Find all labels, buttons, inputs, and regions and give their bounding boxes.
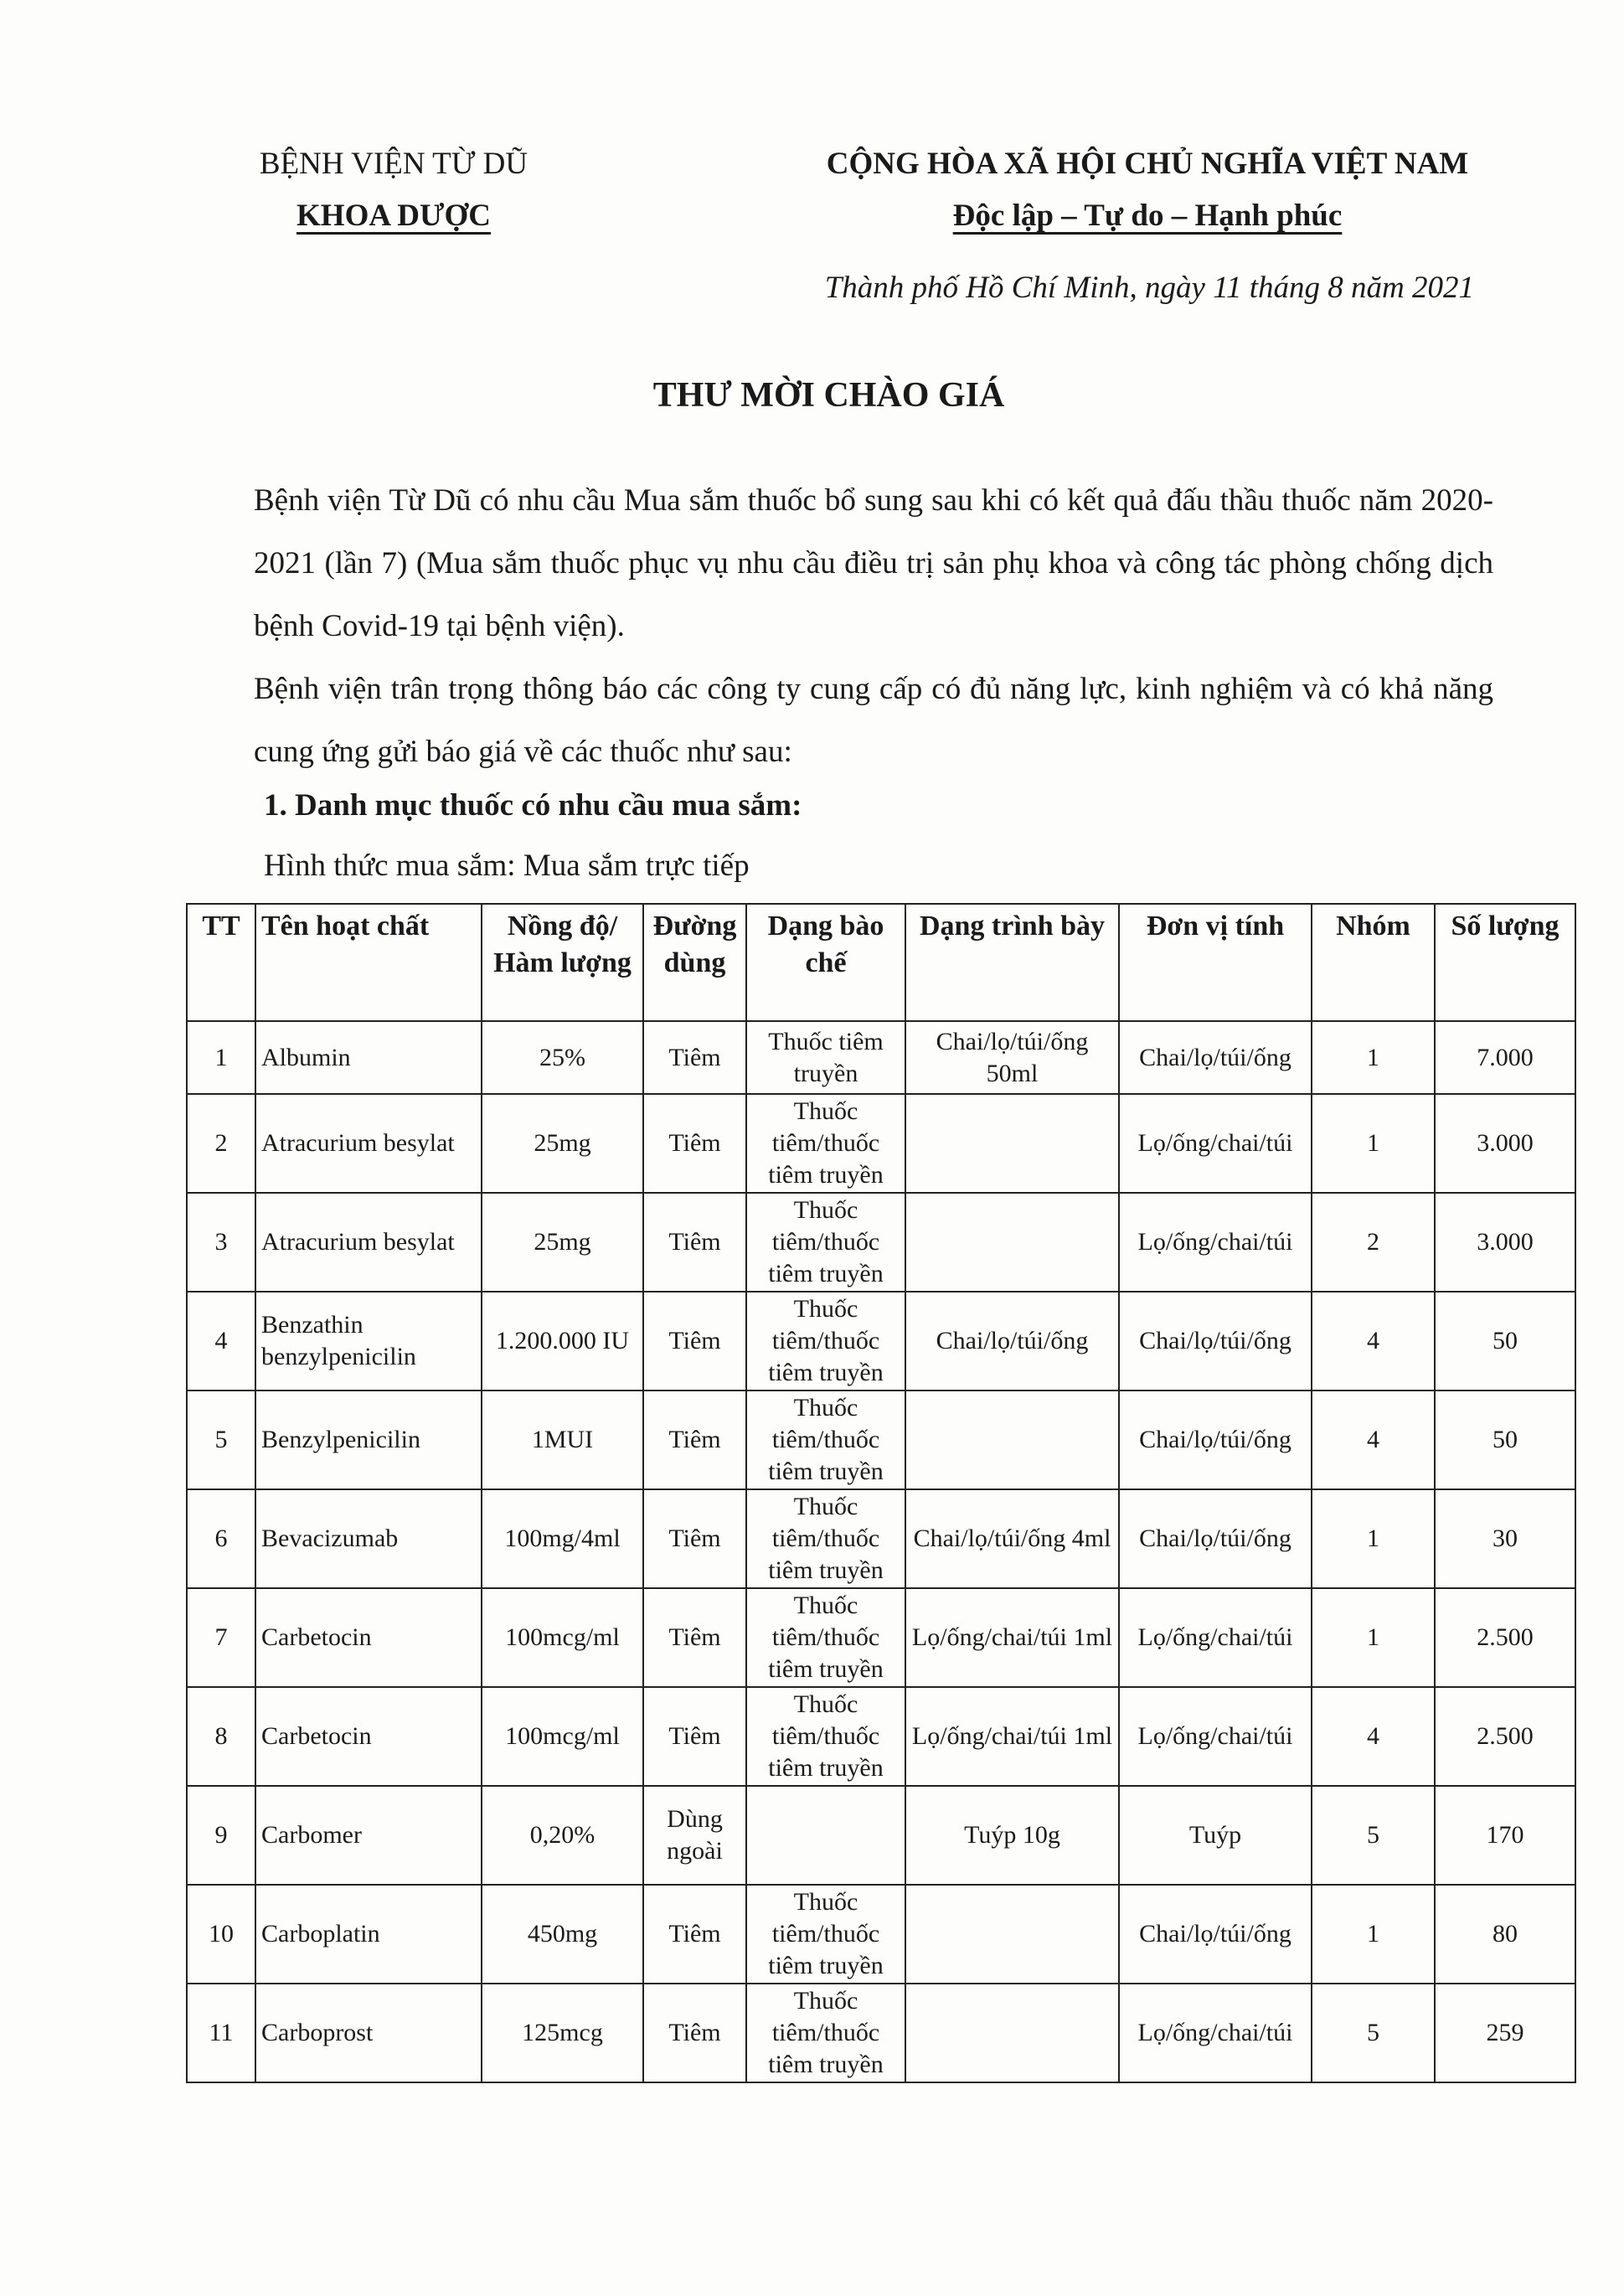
cell-tt: 5 <box>187 1390 255 1489</box>
cell-route: Dùng ngoài <box>643 1786 746 1885</box>
cell-unit: Lọ/ống/chai/túi <box>1119 1984 1312 2082</box>
cell-form: Thuốc tiêm/thuốc tiêm truyền <box>746 1984 905 2082</box>
cell-strength: 1.200.000 IU <box>482 1292 643 1390</box>
country-name: CỘNG HÒA XÃ HỘI CHỦ NGHĨA VIỆT NAM <box>826 147 1469 181</box>
cell-presentation: Tuýp 10g <box>905 1786 1119 1885</box>
cell-name: Benzylpenicilin <box>255 1390 482 1489</box>
cell-strength: 25% <box>482 1021 643 1094</box>
cell-quantity: 30 <box>1435 1489 1575 1588</box>
cell-tt: 2 <box>187 1094 255 1193</box>
cell-unit: Tuýp <box>1119 1786 1312 1885</box>
cell-presentation: Chai/lọ/túi/ống <box>905 1292 1119 1390</box>
table-row <box>187 1588 1575 1687</box>
table-row <box>187 1390 1575 1489</box>
cell-tt: 6 <box>187 1489 255 1588</box>
table-row <box>187 1094 1575 1193</box>
cell-route: Tiêm <box>643 1885 746 1984</box>
drug-list-table <box>186 903 1576 2083</box>
cell-group: 1 <box>1312 1588 1435 1687</box>
cell-quantity: 50 <box>1435 1390 1575 1489</box>
purchase-form-line: Hình thức mua sắm: Mua sắm trực tiếp <box>264 849 750 883</box>
cell-name: Carbetocin <box>255 1588 482 1687</box>
department-name: KHOA DƯỢC <box>296 199 491 233</box>
cell-route: Tiêm <box>643 1489 746 1588</box>
intro-text <box>254 469 1493 783</box>
cell-strength: 1MUI <box>482 1390 643 1489</box>
cell-name: Carbetocin <box>255 1687 482 1786</box>
cell-presentation <box>905 1984 1119 2082</box>
cell-strength: 125mcg <box>482 1984 643 2082</box>
cell-name: Carboplatin <box>255 1885 482 1984</box>
cell-tt: 4 <box>187 1292 255 1390</box>
cell-quantity: 50 <box>1435 1292 1575 1390</box>
cell-tt: 1 <box>187 1021 255 1094</box>
cell-route: Tiêm <box>643 1390 746 1489</box>
cell-form: Thuốc tiêm/thuốc tiêm truyền <box>746 1687 905 1786</box>
cell-presentation <box>905 1193 1119 1292</box>
cell-name: Albumin <box>255 1021 482 1094</box>
cell-presentation: Lọ/ống/chai/túi 1ml <box>905 1687 1119 1786</box>
cell-quantity: 259 <box>1435 1984 1575 2082</box>
cell-form: Thuốc tiêm/thuốc tiêm truyền <box>746 1588 905 1687</box>
cell-unit: Chai/lọ/túi/ống <box>1119 1390 1312 1489</box>
col-header-strength: Nồng độ/ Hàm lượng <box>482 904 643 1021</box>
cell-group: 1 <box>1312 1021 1435 1094</box>
cell-unit: Lọ/ống/chai/túi <box>1119 1193 1312 1292</box>
intro-paragraph-2: Bệnh viện trân trọng thông báo các công ty cung cấp có đủ năng lực, kinh nghiệm và có khả năng cung ứng gửi báo giá về các thuốc như sau: <box>254 672 1493 769</box>
date-line: Thành phố Hồ Chí Minh, ngày 11 tháng 8 năm 2021 <box>824 271 1474 305</box>
cell-form: Thuốc tiêm truyền <box>746 1021 905 1094</box>
cell-strength: 100mg/4ml <box>482 1489 643 1588</box>
cell-tt: 11 <box>187 1984 255 2082</box>
cell-strength: 0,20% <box>482 1786 643 1885</box>
table-row <box>187 1193 1575 1292</box>
cell-presentation <box>905 1885 1119 1984</box>
cell-group: 4 <box>1312 1390 1435 1489</box>
col-header-unit: Đơn vị tính <box>1119 904 1312 1021</box>
cell-unit: Chai/lọ/túi/ống <box>1119 1489 1312 1588</box>
cell-route: Tiêm <box>643 1292 746 1390</box>
cell-group: 1 <box>1312 1489 1435 1588</box>
table-row <box>187 1885 1575 1984</box>
issuer-block <box>243 138 544 242</box>
cell-name: Carboprost <box>255 1984 482 2082</box>
national-motto: Độc lập – Tự do – Hạnh phúc <box>952 199 1343 233</box>
cell-quantity: 7.000 <box>1435 1021 1575 1094</box>
cell-presentation <box>905 1390 1119 1489</box>
cell-tt: 7 <box>187 1588 255 1687</box>
cell-tt: 10 <box>187 1885 255 1984</box>
section-heading: 1. Danh mục thuốc có nhu cầu mua sắm: <box>264 788 802 823</box>
cell-group: 2 <box>1312 1193 1435 1292</box>
cell-presentation: Chai/lọ/túi/ống 4ml <box>905 1489 1119 1588</box>
cell-strength: 100mcg/ml <box>482 1588 643 1687</box>
cell-group: 4 <box>1312 1292 1435 1390</box>
cell-presentation: Lọ/ống/chai/túi 1ml <box>905 1588 1119 1687</box>
cell-group: 5 <box>1312 1984 1435 2082</box>
cell-strength: 100mcg/ml <box>482 1687 643 1786</box>
cell-route: Tiêm <box>643 1984 746 2082</box>
cell-form: Thuốc tiêm/thuốc tiêm truyền <box>746 1885 905 1984</box>
document-title: THƯ MỜI CHÀO GIÁ <box>652 376 1005 415</box>
cell-form: Thuốc tiêm/thuốc tiêm truyền <box>746 1193 905 1292</box>
table-row <box>187 1687 1575 1786</box>
cell-quantity: 3.000 <box>1435 1094 1575 1193</box>
cell-unit: Chai/lọ/túi/ống <box>1119 1021 1312 1094</box>
cell-route: Tiêm <box>643 1687 746 1786</box>
cell-route: Tiêm <box>643 1193 746 1292</box>
cell-presentation <box>905 1094 1119 1193</box>
cell-strength: 25mg <box>482 1094 643 1193</box>
col-header-group: Nhóm <box>1312 904 1435 1021</box>
cell-group: 1 <box>1312 1885 1435 1984</box>
cell-route: Tiêm <box>643 1588 746 1687</box>
cell-quantity: 80 <box>1435 1885 1575 1984</box>
cell-name: Benzathin benzylpenicilin <box>255 1292 482 1390</box>
table-row <box>187 1489 1575 1588</box>
cell-name: Atracurium besylat <box>255 1193 482 1292</box>
cell-name: Carbomer <box>255 1786 482 1885</box>
cell-form: Thuốc tiêm/thuốc tiêm truyền <box>746 1292 905 1390</box>
cell-tt: 3 <box>187 1193 255 1292</box>
cell-form: Thuốc tiêm/thuốc tiêm truyền <box>746 1390 905 1489</box>
cell-unit: Lọ/ống/chai/túi <box>1119 1094 1312 1193</box>
cell-quantity: 2.500 <box>1435 1588 1575 1687</box>
col-header-route: Đường dùng <box>643 904 746 1021</box>
cell-quantity: 2.500 <box>1435 1687 1575 1786</box>
cell-name: Bevacizumab <box>255 1489 482 1588</box>
table-row <box>187 1021 1575 1094</box>
table-row <box>187 1292 1575 1390</box>
cell-tt: 8 <box>187 1687 255 1786</box>
cell-route: Tiêm <box>643 1021 746 1094</box>
cell-strength: 450mg <box>482 1885 643 1984</box>
cell-group: 5 <box>1312 1786 1435 1885</box>
cell-form: Thuốc tiêm/thuốc tiêm truyền <box>746 1094 905 1193</box>
col-header-presentation: Dạng trình bày <box>905 904 1119 1021</box>
national-header <box>745 138 1549 242</box>
col-header-quantity: Số lượng <box>1435 904 1575 1021</box>
table-row <box>187 1786 1575 1885</box>
cell-form <box>746 1786 905 1885</box>
cell-quantity: 170 <box>1435 1786 1575 1885</box>
col-header-tt: TT <box>187 904 255 1021</box>
hospital-name: BỆNH VIỆN TỪ DŨ <box>259 147 528 181</box>
cell-group: 1 <box>1312 1094 1435 1193</box>
cell-unit: Chai/lọ/túi/ống <box>1119 1292 1312 1390</box>
cell-unit: Lọ/ống/chai/túi <box>1119 1588 1312 1687</box>
table-header-row <box>187 904 1575 1021</box>
cell-route: Tiêm <box>643 1094 746 1193</box>
cell-name: Atracurium besylat <box>255 1094 482 1193</box>
cell-tt: 9 <box>187 1786 255 1885</box>
cell-unit: Lọ/ống/chai/túi <box>1119 1687 1312 1786</box>
cell-strength: 25mg <box>482 1193 643 1292</box>
cell-unit: Chai/lọ/túi/ống <box>1119 1885 1312 1984</box>
table-row <box>187 1984 1575 2082</box>
cell-group: 4 <box>1312 1687 1435 1786</box>
col-header-form: Dạng bào chế <box>746 904 905 1021</box>
cell-quantity: 3.000 <box>1435 1193 1575 1292</box>
col-header-name: Tên hoạt chất <box>255 904 482 1021</box>
cell-presentation: Chai/lọ/túi/ống 50ml <box>905 1021 1119 1094</box>
intro-paragraph-1: Bệnh viện Từ Dũ có nhu cầu Mua sắm thuốc bổ sung sau khi có kết quả đấu thầu thuốc năm 2020-2021 (lần 7) (Mua sắm thuốc phục vụ nhu cầu điều trị sản phụ khoa và công tác phòng chống dịch bệnh Covid-19 tại bệnh viện). <box>254 483 1493 643</box>
cell-form: Thuốc tiêm/thuốc tiêm truyền <box>746 1489 905 1588</box>
